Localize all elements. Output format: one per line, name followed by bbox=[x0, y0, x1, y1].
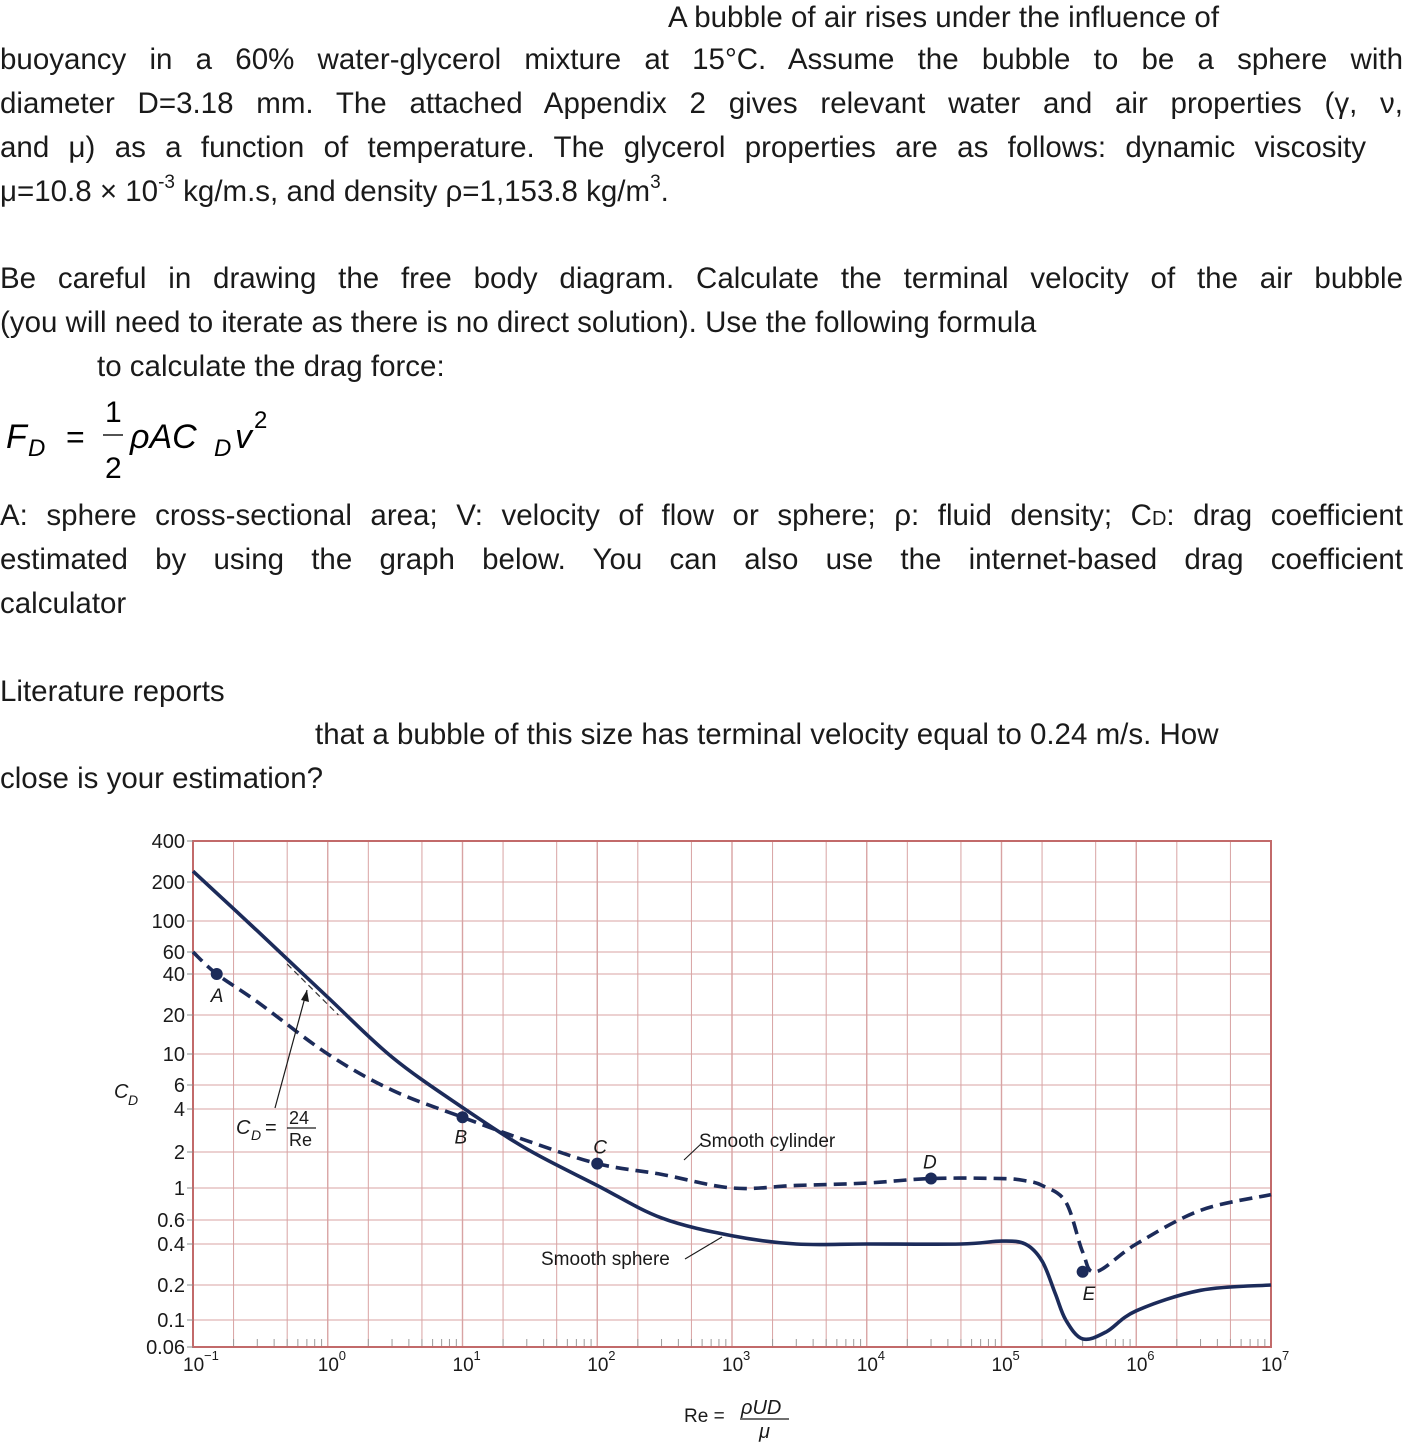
x-tick-exponent: 2 bbox=[608, 1348, 616, 1363]
stokes-cd: C bbox=[236, 1117, 251, 1139]
x-tick-label: 10 bbox=[1261, 1355, 1283, 1376]
point-label-e: E bbox=[1082, 1283, 1096, 1305]
x-tick-exponent: 1 bbox=[473, 1348, 481, 1363]
y-tick-label: 10 bbox=[162, 1044, 185, 1066]
x-tick-exponent: 7 bbox=[1282, 1348, 1290, 1363]
point-e bbox=[1077, 1266, 1089, 1278]
x-tick-label: 10 bbox=[183, 1355, 205, 1376]
x-tick-label: 10 bbox=[856, 1355, 878, 1376]
problem-line-2: buoyancy in a 60% water-glycerol mixture at 15°C. Assume the bubble to be a sphere with bbox=[0, 43, 1403, 76]
definition-line-3: calculator bbox=[0, 587, 127, 620]
cylinder-label: Smooth cylinder bbox=[699, 1131, 836, 1152]
drag-force-formula bbox=[6, 392, 306, 487]
x-tick-label: 10 bbox=[452, 1355, 474, 1376]
x-tick-label: 10 bbox=[991, 1355, 1013, 1376]
problem-line-4: and μ) as a function of temperature. The glycerol properties are as follows: dynamic viscosity bbox=[0, 131, 1366, 164]
x-axis-label: Re = bbox=[684, 1406, 725, 1427]
instruction-line-3: to calculate the drag force: bbox=[97, 350, 445, 383]
point-d bbox=[925, 1173, 937, 1185]
y-tick-label: 1 bbox=[173, 1178, 185, 1200]
stokes-equals: = bbox=[265, 1117, 277, 1139]
stokes-arrowhead bbox=[301, 990, 309, 1002]
y-axis-label-sub: D bbox=[128, 1092, 139, 1108]
formula-lhs-sub: D bbox=[28, 435, 46, 462]
point-label-c: C bbox=[593, 1137, 607, 1159]
point-a bbox=[211, 968, 223, 980]
sphere-leader bbox=[685, 1237, 722, 1259]
stokes-numerator: 24 bbox=[289, 1108, 310, 1128]
stokes-cd-sub: D bbox=[251, 1127, 262, 1143]
drag-coefficient-chart bbox=[0, 830, 1407, 1447]
definition-line-2: estimated by using the graph below. You can also use the internet-based drag coefficient bbox=[0, 543, 1403, 576]
y-tick-label: 40 bbox=[162, 964, 185, 986]
x-tick-exponent: 3 bbox=[743, 1348, 751, 1363]
y-tick-label: 0.1 bbox=[157, 1310, 185, 1332]
point-label-a: A bbox=[210, 986, 224, 1007]
y-tick-label: 0.4 bbox=[157, 1234, 185, 1256]
x-tick-label: 10 bbox=[317, 1355, 339, 1376]
x-tick-label: 10 bbox=[587, 1355, 609, 1376]
formula-exponent: 2 bbox=[254, 407, 268, 434]
point-label-d: D bbox=[923, 1152, 937, 1174]
formula-rhs: ρAC bbox=[130, 418, 197, 456]
question-line-1: Literature reports bbox=[0, 675, 225, 708]
problem-line-1: A bubble of air rises under the influence of bbox=[668, 1, 1220, 34]
y-tick-label: 400 bbox=[151, 831, 185, 853]
x-tick-exponent: 4 bbox=[877, 1348, 885, 1363]
y-tick-label: 6 bbox=[173, 1075, 185, 1097]
y-tick-labels bbox=[146, 831, 193, 1359]
stokes-leader-line bbox=[275, 990, 307, 1108]
stokes-denominator: Re bbox=[289, 1130, 313, 1150]
x-axis-label-denominator: μ bbox=[759, 1421, 770, 1443]
x-tick-exponent: 0 bbox=[338, 1348, 346, 1363]
y-tick-label: 200 bbox=[151, 872, 185, 894]
x-tick-labels bbox=[183, 1348, 1289, 1376]
x-tick-exponent: 5 bbox=[1012, 1348, 1020, 1363]
x-tick-exponent: 6 bbox=[1147, 1348, 1155, 1363]
question-line-2: that a bubble of this size has terminal velocity equal to 0.24 m/s. How bbox=[315, 718, 1219, 751]
x-tick-exponent: −1 bbox=[204, 1348, 219, 1363]
question-line-3: close is your estimation? bbox=[0, 762, 324, 795]
x-tick-label: 10 bbox=[1126, 1355, 1148, 1376]
chart-minor-ticks bbox=[234, 1339, 1265, 1347]
y-tick-label: 100 bbox=[151, 911, 185, 933]
y-tick-label: 60 bbox=[162, 942, 185, 964]
curve-24-re bbox=[287, 964, 338, 1015]
sphere-label: Smooth sphere bbox=[541, 1249, 670, 1270]
instruction-line-1: Be careful in drawing the free body diagram. Calculate the terminal velocity of the air bubble bbox=[0, 262, 1403, 295]
y-tick-label: 0.06 bbox=[146, 1337, 185, 1359]
y-tick-label: 4 bbox=[173, 1099, 185, 1121]
point-b bbox=[457, 1111, 469, 1123]
formula-numerator: 1 bbox=[105, 396, 122, 429]
formula-equals: = bbox=[66, 419, 85, 455]
formula-lhs: F bbox=[6, 418, 27, 456]
chart-grid bbox=[193, 841, 1271, 1347]
formula-velocity: v bbox=[235, 418, 252, 456]
instruction-line-2: (you will need to iterate as there is no direct solution). Use the following formula bbox=[0, 306, 1037, 339]
problem-line-3: diameter D=3.18 mm. The attached Appendix 2 gives relevant water and air properties (γ, ν, bbox=[0, 87, 1403, 120]
formula-rhs-sub: D bbox=[214, 435, 232, 462]
point-label-b: B bbox=[454, 1127, 468, 1149]
y-tick-label: 20 bbox=[162, 1005, 185, 1027]
formula-denominator: 2 bbox=[105, 452, 122, 485]
y-tick-label: 2 bbox=[173, 1142, 185, 1164]
x-axis-label-numerator: ρUD bbox=[741, 1397, 782, 1419]
y-tick-label: 0.6 bbox=[157, 1210, 185, 1232]
y-axis-label: C bbox=[114, 1081, 129, 1103]
point-c bbox=[591, 1158, 603, 1170]
y-tick-label: 0.2 bbox=[157, 1275, 185, 1297]
x-tick-label: 10 bbox=[722, 1355, 744, 1376]
problem-line-5: $\mu=10.8 \times 10^{-3}$ kg/m.s, and density ρ=1,153.8 $kg/m^3$. bbox=[0, 172, 669, 208]
definition-line-1: A: sphere cross-sectional area; V: velocity of flow or sphere; ρ: fluid density; CD: drag coefficient bbox=[0, 499, 1403, 532]
